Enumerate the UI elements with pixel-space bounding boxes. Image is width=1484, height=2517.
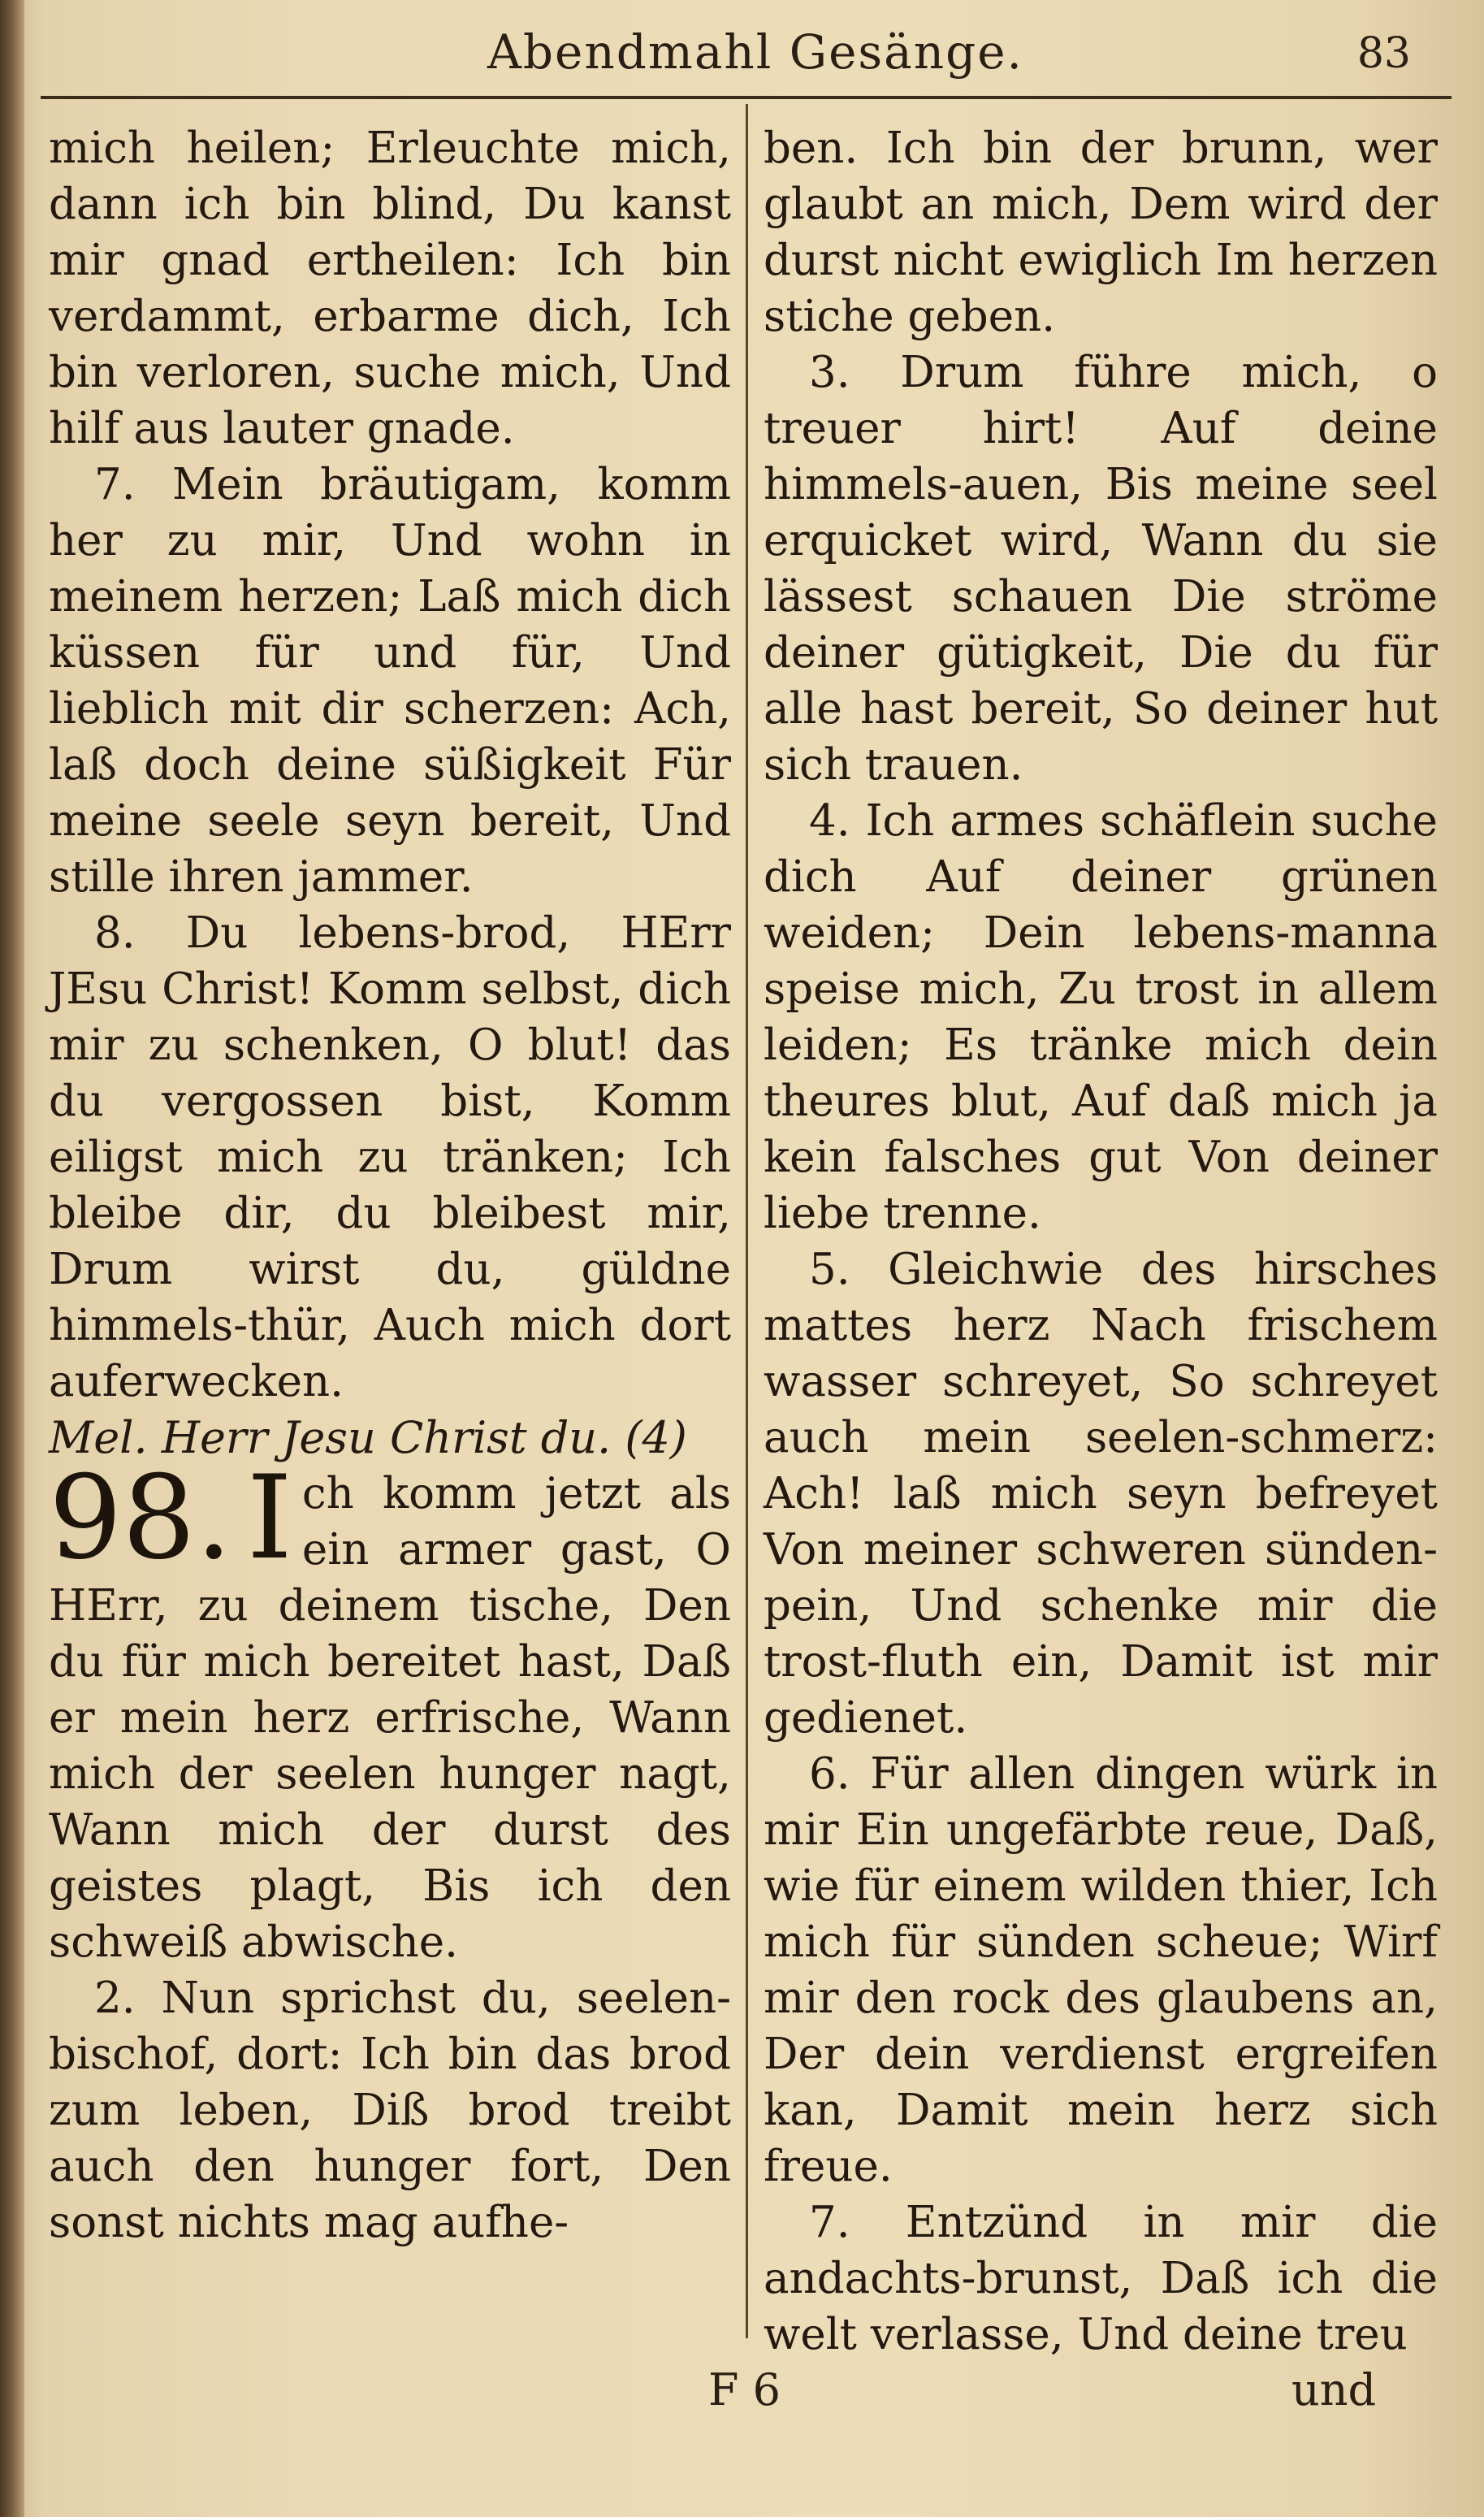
verse-4: 4. Ich armes schäflein suche dich Auf deiner grünen weiden; Dein lebens-manna speise mich, Zu trost in allem leiden; Es tränke mich dein theures blut, Auf daß mich ja kein falsches gut Von deiner liebe trenne. xyxy=(764,796,1438,1238)
left-column xyxy=(49,120,731,2251)
verse-7-right: 7. Entzünd in mir die andachts-brunst, Daß ich die welt verlasse, Und deine treu xyxy=(764,2198,1438,2359)
catchword: und xyxy=(1291,2364,1377,2415)
verse-6: 6. Für allen dingen würk in mir Ein ungefärbte reue, Daß, wie für einem wilden thier, Ich mich für sünden scheue; Wirf mir den rock des glaubens an, Der dein verdienst ergreifen kan, Damit mein herz sich freue. xyxy=(764,1749,1438,2191)
verse-7-left: 7. Mein bräutigam, komm her zu mir, Und wohn in meinem herzen; Laß mich dich küssen für und für, Und lieblich mit dir scherzen: Ach, laß doch deine süßigkeit Für meine seele seyn bereit, Und stille ihren jammer. xyxy=(49,460,731,902)
drop-cap-initial: I xyxy=(246,1451,292,1585)
hymn-verse-2: 2. Nun sprichst du, seelen-bischof, dort: Ich bin das brod zum leben, Diß brod treibt auch den hunger fort, Den sonst nichts mag aufhe- xyxy=(49,1973,731,2247)
book-spine xyxy=(0,0,24,2517)
verse-3: 3. Drum führe mich, o treuer hirt! Auf deine himmels-auen, Bis meine seel erquicket wird, Wann du sie lässest schauen Die ströme deiner gütigkeit, Die du für alle hast bereit, So deiner hut sich trauen. xyxy=(764,348,1438,790)
running-head: Abendmahl Gesänge. xyxy=(487,24,1023,80)
hymn-verse-1: ch komm jetzt als ein armer gast, O HErr, zu deinem tische, Den du für mich bereitet hast, Daß er mein herz erfrische, Wann mich der seelen hunger nagt, Wann mich der durst des geistes plagt, Bis ich den schweiß abwische. xyxy=(49,1469,731,1967)
hymn-number: 98. xyxy=(49,1451,232,1585)
page-number: 83 xyxy=(1356,29,1411,78)
header-rule xyxy=(41,96,1452,99)
verse-8-left: 8. Du lebens-brod, HErr JEsu Christ! Komm selbst, dich mir zu schenken, O blut! das du vergossen bist, Komm eiligst mich zu tränken; Ich bleibe dir, du bleibest mir, Drum wirst du, güldne himmels-thür, Auch mich dort auferwecken. xyxy=(49,908,731,1406)
continuation-text-right: ben. Ich bin der brunn, wer glaubt an mich, Dem wird der durst nicht ewiglich Im herzen stiche geben. xyxy=(764,123,1438,341)
verse-5: 5. Gleichwie des hirsches mattes herz Nach frischem wasser schreyet, So schreyet auch mein seelen-schmerz: Ach! laß mich seyn befreyet Von meiner schweren sünden-pein, Und schenke mir die trost-fluth ein, Damit ist mir gedienet. xyxy=(764,1245,1438,1743)
melody-line: Mel. Herr Jesu Christ du. (4) xyxy=(49,1412,687,1463)
continuation-text: mich heilen; Erleuchte mich, dann ich bin blind, Du kanst mir gnad ertheilen: Ich bin verdammt, erbarme dich, Ich bin verloren, suche mich, Und hilf aus lauter gnade. xyxy=(49,123,731,453)
right-column xyxy=(764,120,1438,2363)
column-divider xyxy=(746,104,748,2338)
hymn-98 xyxy=(49,1451,731,1970)
signature-mark: F 6 xyxy=(708,2364,781,2415)
